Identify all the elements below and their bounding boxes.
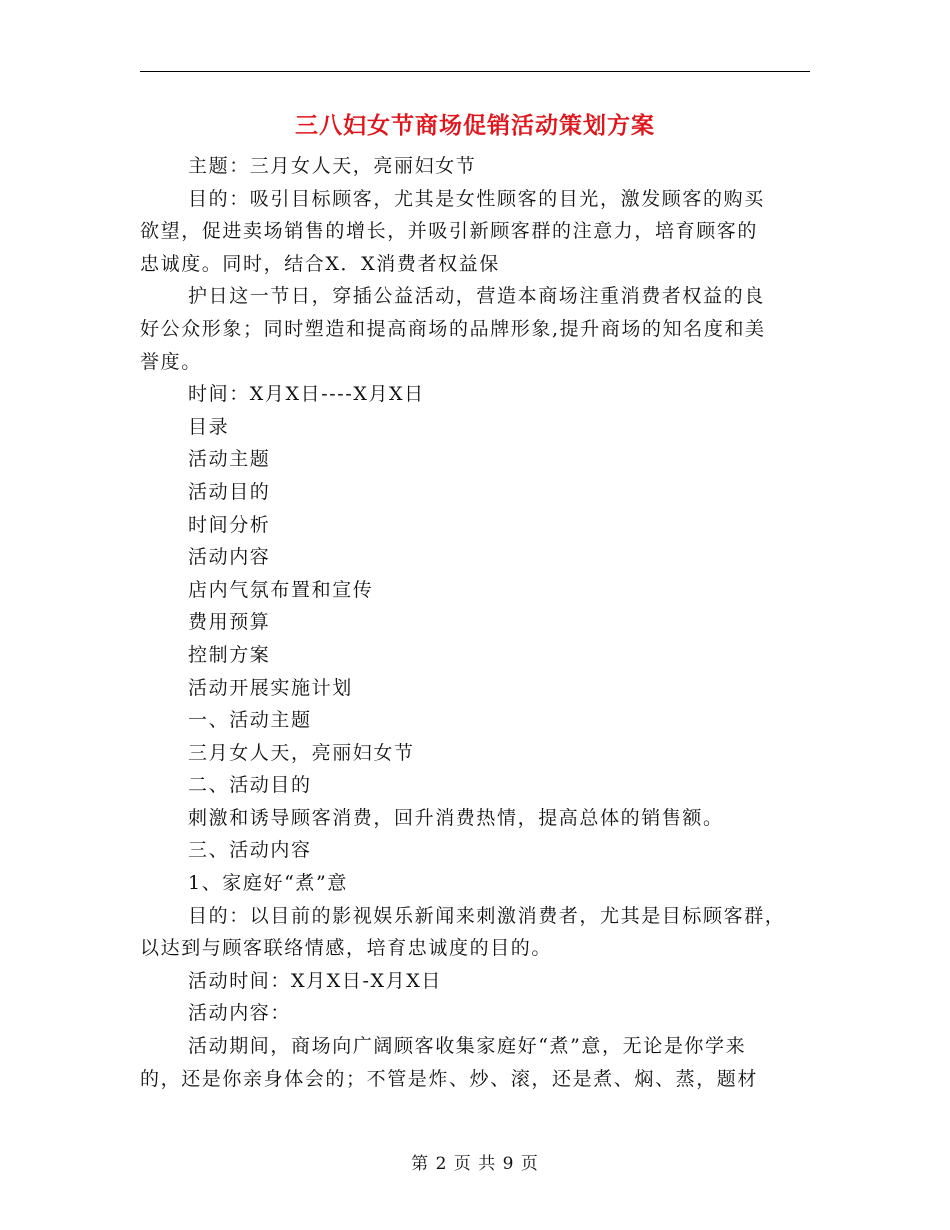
text-line: 的，还是你亲身体会的；不管是炸、炒、滚，还是煮、焖、蒸，题材 [140,1067,759,1090]
text-line: 活动内容： [188,1002,292,1025]
text-line: 刺激和诱导顾客消费，回升消费热情，提高总体的销售额。 [188,806,724,829]
text-line: 忠诚度。同时，结合X．X消费者权益保 [140,252,500,275]
text-line: 活动时间：X月X日-X月X日 [188,969,442,992]
header-rule [140,71,810,72]
text-line: 费用预算 [188,611,271,634]
document-body [140,150,810,1095]
text-line: 活动主题 [188,448,271,471]
text-line: 三月女人天，亮丽妇女节 [188,741,415,764]
text-line: 1、家庭好“煮”意 [188,872,348,895]
text-line: 欲望，促进卖场销售的增长，并吸引新顾客群的注意力，培育顾客的 [140,220,759,243]
text-line: 活动内容 [188,546,271,569]
text-line: 主题：三月女人天，亮丽妇女节 [188,155,477,177]
text-line: 目的：以目前的影视娱乐新闻来刺激消费者，尤其是目标顾客群， [188,904,786,927]
text-line: 誉度。 [140,350,202,373]
text-line: 活动开展实施计划 [188,676,353,699]
text-line: 护日这一节日，穿插公益活动，营造本商场注重消费者权益的良 [188,285,765,308]
document-title: 三八妇女节商场促销活动策划方案 [295,112,655,139]
text-line: 时间分析 [188,513,271,536]
text-line: 三、活动内容 [188,839,312,862]
text-line: 二、活动目的 [188,774,312,797]
text-line: 目的：吸引目标顾客，尤其是女性顾客的目光，激发顾客的购买 [188,187,765,210]
text-line: 店内气氛布置和宣传 [188,578,374,601]
text-line: 以达到与顾客联络情感，培育忠诚度的目的。 [140,937,553,960]
page-footer: 第 2 页 共 9 页 [411,1154,539,1174]
text-line: 活动期间，商场向广阔顾客收集家庭好“煮”意，无论是你学来 [188,1035,747,1058]
text-line: 时间：X月X日----X月X日 [188,383,425,406]
text-line: 一、活动主题 [188,709,312,732]
text-line: 好公众形象；同时塑造和提高商场的品牌形象,提升商场的知名度和美 [140,317,766,340]
text-line: 活动目的 [188,480,271,503]
text-line: 控制方案 [188,643,271,666]
text-line: 目录 [188,415,230,438]
